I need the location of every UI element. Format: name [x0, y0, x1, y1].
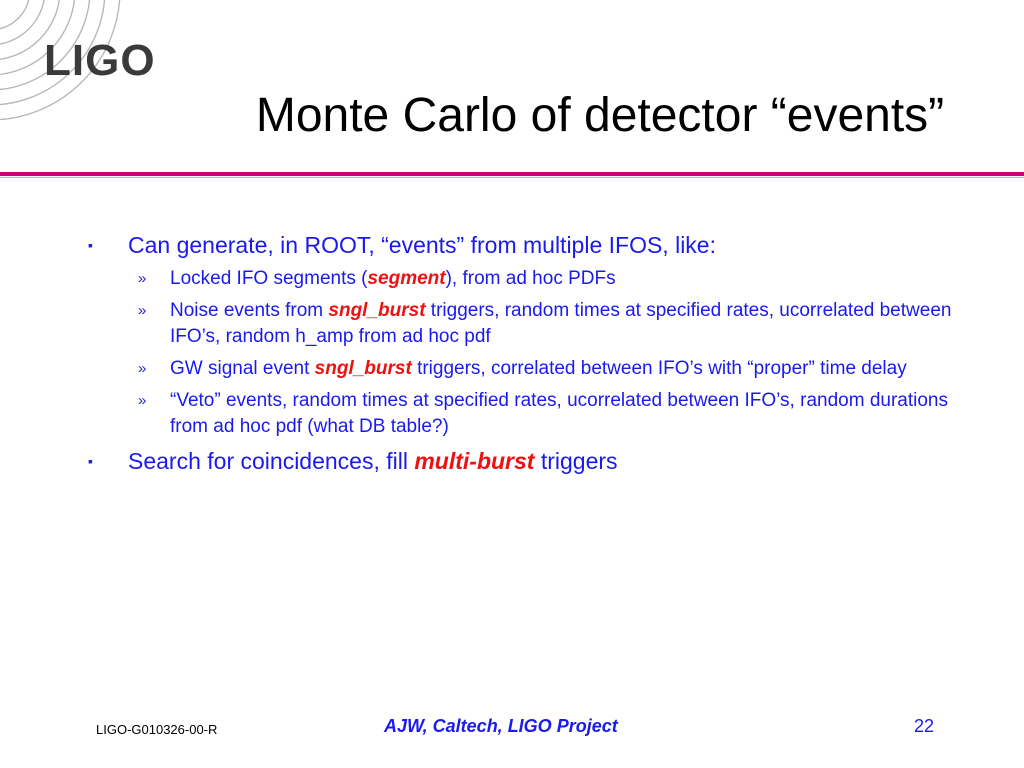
- sub-bullet-text-part: GW signal event: [170, 358, 315, 379]
- bullet-item: [86, 446, 986, 476]
- bullet-text-part: triggers: [534, 448, 618, 474]
- bullet-text: [128, 446, 618, 476]
- sub-bullet-text: “Veto” events, random times at specified rates, ucorrelated between IFO’s, random durations from ad hoc pdf (what DB table?): [170, 390, 948, 437]
- footer-author: AJW, Caltech, LIGO Project: [384, 716, 618, 736]
- sub-bullet-item: [138, 356, 986, 382]
- slide-body: [86, 230, 986, 482]
- chevron-bullet-icon: »: [138, 392, 147, 409]
- sub-bullet-text-part: triggers, correlated between IFO’s with “proper” time delay: [411, 358, 907, 379]
- sub-bullet-text: [170, 356, 907, 382]
- title-divider-shadow: [0, 177, 1024, 178]
- chevron-bullet-icon: »: [138, 360, 147, 377]
- sub-bullet-text-part: Noise events from: [170, 300, 329, 321]
- chevron-bullet-icon: »: [138, 302, 147, 319]
- chevron-bullet-icon: »: [138, 270, 147, 287]
- page-number: 22: [914, 716, 935, 736]
- slide-title: Monte Carlo of detector “events”: [255, 89, 945, 142]
- sub-bullet-text-part: Locked IFO segments (: [170, 268, 368, 289]
- emphasis-term: multi-burst: [414, 448, 535, 474]
- sub-bullet-text-part: triggers, random times at specified rates, ucorrelated between IFO’s, random h_amp from ad hoc pdf: [170, 300, 952, 347]
- square-bullet-icon: ▪: [88, 237, 93, 253]
- square-bullet-icon: ▪: [88, 453, 93, 469]
- bullet-item: [86, 230, 986, 260]
- sub-bullet-text: [170, 298, 986, 350]
- sub-bullet-item: [138, 298, 986, 350]
- sub-bullet-item: [138, 388, 986, 440]
- emphasis-term: segment: [367, 268, 446, 289]
- sub-bullet-text: [170, 266, 616, 292]
- bullet-text: Can generate, in ROOT, “events” from multiple IFOS, like:: [128, 232, 716, 258]
- bullet-text-part: Search for coincidences, fill: [128, 448, 415, 474]
- sub-bullet-text-part: ), from ad hoc PDFs: [445, 268, 616, 289]
- document-id: LIGO-G010326-00-R: [96, 722, 218, 737]
- sub-bullet-item: [138, 266, 986, 292]
- emphasis-term: sngl_burst: [328, 300, 426, 321]
- emphasis-term: sngl_burst: [314, 358, 412, 379]
- title-divider: [0, 172, 1024, 176]
- ligo-logo-text: LIGO: [44, 36, 156, 85]
